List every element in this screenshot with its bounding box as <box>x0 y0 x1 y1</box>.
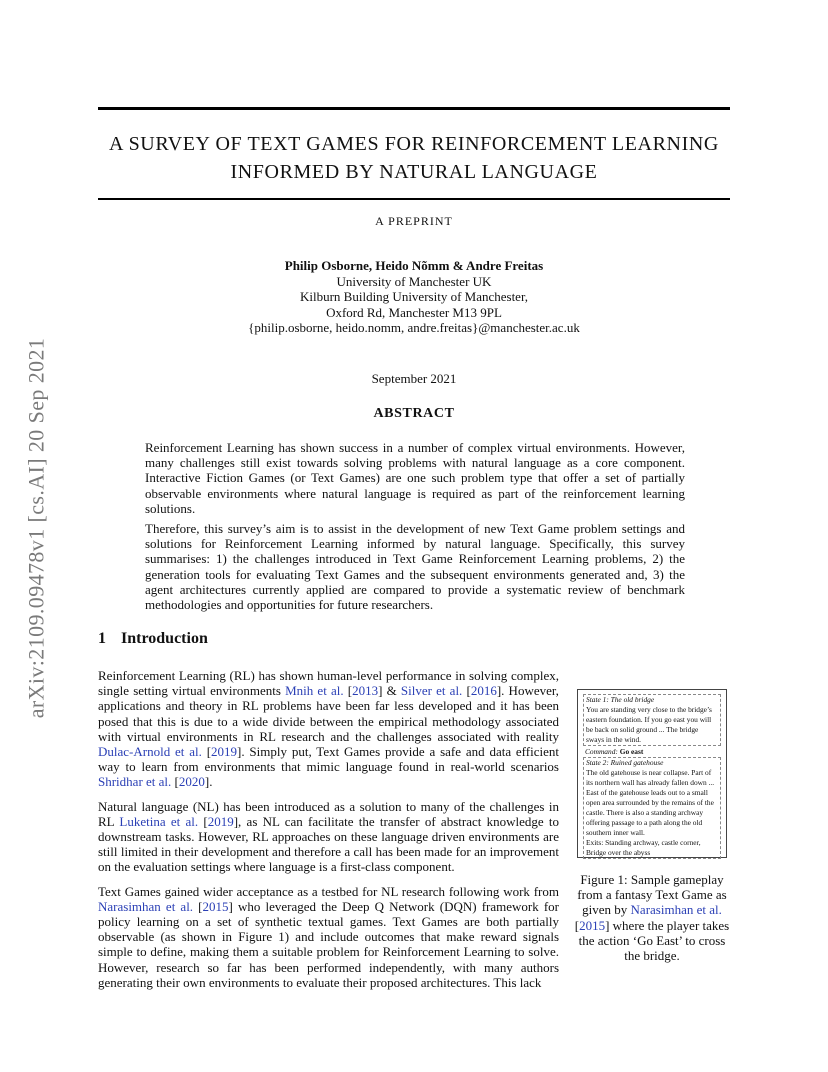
section-number: 1 <box>98 630 106 647</box>
citation-link[interactable]: Shridhar et al. <box>98 774 172 790</box>
text-run: ], as NL can facilitate the transfer of abstract knowledge to downstream tasks. However, RL approaches on these language driven environments are still limited in their development and therefore a call has been made for an improvement on the evaluation settings where language is a first-class component. <box>98 813 559 875</box>
citation-link[interactable]: 2016 <box>470 683 497 699</box>
text-run: [ <box>201 744 212 760</box>
abstract <box>145 440 685 617</box>
state-1-text: You are standing very close to the bridge’s eastern foundation. If you go east you will be back on solid ground ... The bridge sways in the wind. <box>586 704 712 744</box>
paper-date: September 2021 <box>371 371 457 386</box>
affiliation-line: University of Manchester UK <box>336 273 492 289</box>
text-run: [ <box>574 917 580 933</box>
title-bottom-rule <box>98 198 730 200</box>
figure-1-caption <box>570 872 734 963</box>
text-run: ] who leveraged the Deep Q Network (DQN) framework for policy learning on a set of synthetic textual games. Text Games are both partially observable (as shown in Figure 1) and include outcomes that make reward signals simple to define, making them a suitable problem for Reinforcement Learning to solve. However, research so far has been performed independently, with many authors generating their own environments to evaluate their proposed architectures. This lack <box>98 898 559 990</box>
citation-link[interactable]: Mnih et al. <box>285 683 344 699</box>
text-run: ]. <box>204 774 213 790</box>
affiliation-line: Oxford Rd, Manchester M13 9PL <box>326 304 502 320</box>
text-run: ] where the player takes the action ‘Go East’ to cross the bridge. <box>578 917 730 964</box>
text-run: [ <box>343 683 353 699</box>
author-emails: {philip.osborne, heido.nomm, andre.freitas}@manchester.ac.uk <box>248 320 580 335</box>
text-run: Text Games gained wider acceptance as a testbed for NL research following work from <box>98 883 559 899</box>
intro-paragraph <box>98 884 559 990</box>
author-names: Philip Osborne, Heido Nõmm & Andre Freitas <box>284 258 544 273</box>
citation-link[interactable]: Narasimhan et al. <box>630 902 722 918</box>
arxiv-identifier-text: arXiv:2109.09478v1 [cs.AI] 20 Sep 2021 <box>23 337 49 719</box>
citation-link[interactable]: Narasimhan et al. <box>98 898 194 914</box>
affiliation-line: Kilburn Building University of Manchester, <box>299 289 529 304</box>
text-run: Natural language (NL) has been introduced as a solution to many of the challenges in RL <box>98 798 559 829</box>
section-heading-introduction <box>98 630 208 648</box>
intro-paragraph <box>98 799 559 875</box>
section-title: Introduction <box>121 630 208 647</box>
preprint-label: A PREPRINT <box>375 214 453 228</box>
game-state-2 <box>583 757 721 858</box>
text-run: Figure 1: Sample gameplay from a fantasy Text Game as given by <box>577 872 727 918</box>
text-run: ]. Simply put, Text Games provide a safe and data efficient way to learn from environments that mimic language found in real-world scenarios <box>98 744 559 775</box>
state-2-text: The old gatehouse is near collapse. Part of its northern wall has already fallen down ... East of the gatehouse leads out to a small open area surrounded by the remains of the castle. There is also a standing archway offering passage to a path along the old southern inner wall. <box>586 768 715 837</box>
citation-link[interactable]: 2015 <box>202 898 229 914</box>
text-run: [ <box>193 898 203 914</box>
state-2-label: State 2: Ruined gatehouse <box>586 758 664 768</box>
game-command <box>583 746 721 758</box>
command-label: Command: <box>585 746 618 756</box>
text-run: [ <box>171 774 179 790</box>
author-block <box>98 258 730 336</box>
citation-link[interactable]: 2019 <box>207 813 234 829</box>
text-run: [ <box>462 683 471 699</box>
intro-paragraph <box>98 668 559 790</box>
game-state-1 <box>583 694 721 746</box>
text-run: ]. However, applications and theory in RL problems have been far less developed and it has been posed that this is due to a wide divide between the empirical methodology associated with virtual environments in RL research and the challenges associated with reality <box>98 683 559 744</box>
command-value: Go east <box>619 746 644 756</box>
state-2-exits: Exits: Standing archway, castle corner, Bridge over the abyss <box>586 837 701 857</box>
citation-link[interactable]: Silver et al. <box>400 683 463 699</box>
introduction-body <box>98 668 559 999</box>
citation-link[interactable]: 2013 <box>352 683 379 699</box>
text-run: [ <box>198 813 208 829</box>
paper-title-line-2: INFORMED BY NATURAL LANGUAGE <box>230 161 598 183</box>
text-run: Reinforcement Learning (RL) has shown human-level performance in solving complex, single setting virtual environments <box>98 668 559 699</box>
abstract-paragraph: Reinforcement Learning has shown success in a number of complex virtual environments. However, many challenges still exist towards solving problems with natural language as a core component. Interactive Fiction Games (or Text Games) are one such problem type that offer a set of partially observable environments where natural language is required as part of the reinforcement learning solutions. <box>145 440 685 516</box>
text-run: ] & <box>378 683 401 699</box>
citation-link[interactable]: Luketina et al. <box>119 813 199 829</box>
figure-1-gameplay-box <box>577 689 727 858</box>
paper-title <box>98 130 730 186</box>
title-top-rule <box>98 107 730 110</box>
citation-link[interactable]: Dulac-Arnold et al. <box>98 744 202 760</box>
citation-link[interactable]: 2019 <box>211 744 238 760</box>
abstract-paragraph: Therefore, this survey’s aim is to assist in the development of new Text Game problem settings and solutions for Reinforcement Learning informed by natural language. Specifically, this survey summarises: 1) the challenges introduced in Text Game Reinforcement Learning problems, 2) the generation tools for evaluating Text Games and the subsequent environments generated and, 3) the agent architectures currently applied are compared to provide a systematic review of benchmark methodologies and opportunities for future researchers. <box>145 521 685 613</box>
abstract-heading: ABSTRACT <box>373 406 455 421</box>
paper-title-line-1: A SURVEY OF TEXT GAMES FOR REINFORCEMENT LEARNING <box>109 133 719 155</box>
citation-link[interactable]: 2015 <box>579 917 606 933</box>
state-1-label: State 1: The old bridge <box>586 695 655 704</box>
arxiv-identifier <box>24 297 48 759</box>
citation-link[interactable]: 2020 <box>178 774 205 790</box>
